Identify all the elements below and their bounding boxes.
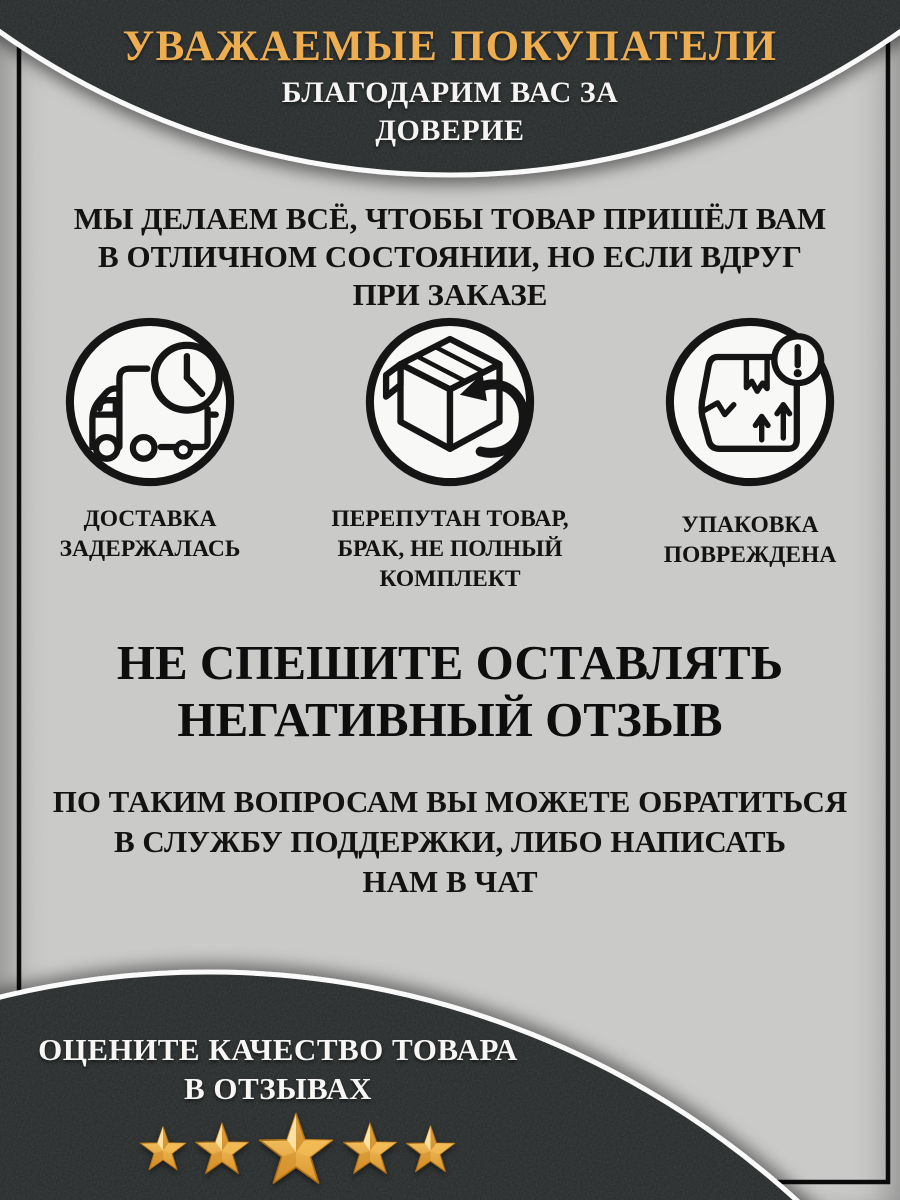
rating-star-2 bbox=[193, 1119, 251, 1177]
box-return-arrow-icon bbox=[360, 312, 540, 492]
header-subtitle-line-2: ДОВЕРИЕ bbox=[375, 114, 525, 147]
support-line-2: В СЛУЖБУ ПОДДЕРЖКИ, ЛИБО НАПИСАТЬ bbox=[113, 824, 787, 859]
support-line-1: ПО ТАКИМ ВОПРОСАМ ВЫ МОЖЕТЕ ОБРАТИТЬСЯ bbox=[52, 784, 848, 819]
headline bbox=[40, 634, 860, 748]
rating-stars bbox=[92, 1100, 502, 1196]
footer-text bbox=[0, 1030, 556, 1108]
issue-label: ДОСТАВКА ЗАДЕРЖАЛАСЬ bbox=[59, 506, 241, 562]
issue-delivery-delayed bbox=[0, 312, 300, 594]
footer-line-1: ОЦЕНИТЕ КАЧЕСТВО ТОВАРА bbox=[38, 1032, 518, 1067]
issue-label: УПАКОВКА ПОВРЕЖДЕНА bbox=[663, 512, 837, 568]
support-text bbox=[40, 782, 860, 902]
issue-label: ПЕРЕПУТАН ТОВАР, БРАК, НЕ ПОЛНЫЙ КОМПЛЕКТ bbox=[331, 506, 569, 592]
issues-row bbox=[0, 312, 900, 594]
intro-text bbox=[50, 200, 850, 314]
intro-line-3: ПРИ ЗАКАЗЕ bbox=[352, 277, 548, 312]
issue-wrong-item bbox=[300, 312, 600, 594]
damaged-package-icon bbox=[660, 312, 840, 492]
delivery-truck-clock-icon bbox=[60, 312, 240, 492]
rating-star-4 bbox=[341, 1119, 399, 1177]
page-title: УВАЖАЕМЫЕ ПОКУПАТЕЛИ bbox=[122, 23, 778, 70]
headline-line-2: НЕГАТИВНЫЙ ОТЗЫВ bbox=[177, 692, 723, 747]
issue-damaged-packaging bbox=[600, 312, 900, 594]
header-subtitle-line-1: БЛАГОДАРИМ ВАС ЗА bbox=[281, 76, 619, 109]
rating-star-3 bbox=[256, 1108, 336, 1188]
rating-star-5 bbox=[404, 1122, 457, 1175]
footer-line-2: В ОТЗЫВАХ bbox=[183, 1071, 373, 1106]
rating-star-1 bbox=[138, 1123, 188, 1173]
headline-line-1: НЕ СПЕШИТЕ ОСТАВЛЯТЬ bbox=[116, 635, 784, 690]
intro-line-1: МЫ ДЕЛАЕМ ВСЁ, ЧТОБЫ ТОВАР ПРИШЁЛ ВАМ bbox=[73, 201, 827, 236]
header-subtitle bbox=[0, 74, 900, 150]
intro-line-2: В ОТЛИЧНОМ СОСТОЯНИИ, НО ЕСЛИ ВДРУГ bbox=[98, 239, 802, 274]
support-line-3: НАМ В ЧАТ bbox=[362, 864, 538, 899]
